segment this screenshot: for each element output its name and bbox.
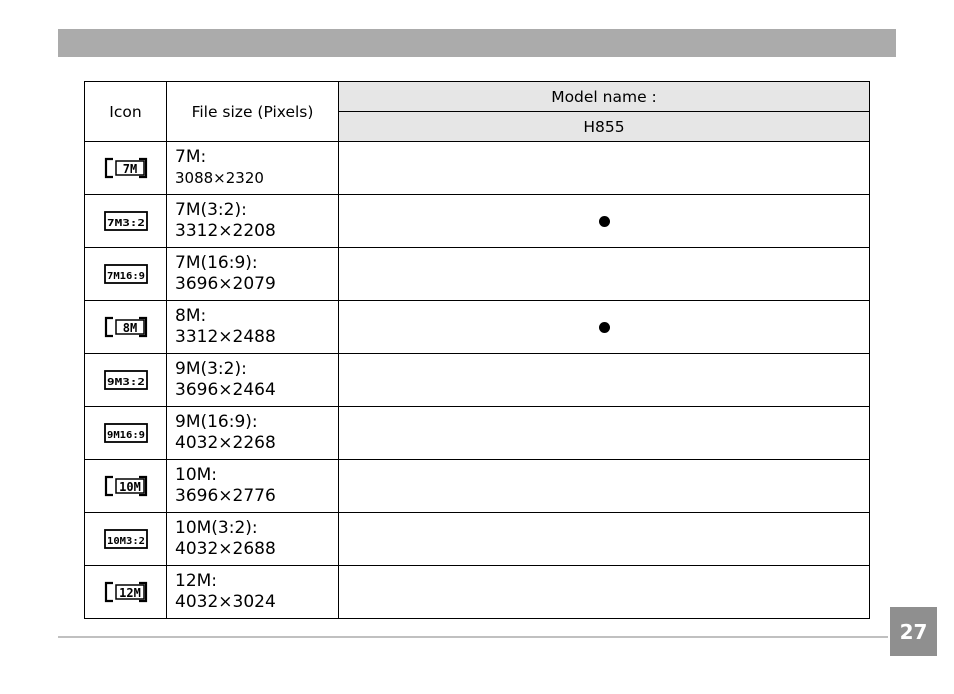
resolution-9m-3-2-icon	[103, 368, 149, 392]
model-support-cell	[339, 566, 870, 619]
icon-cell	[85, 301, 167, 354]
svg-text:8M: 8M	[122, 321, 137, 335]
resolution-10m-icon	[103, 474, 149, 498]
resolution-10m-3-2-icon	[103, 527, 149, 551]
svg-text:9M3:2: 9M3:2	[106, 377, 145, 388]
icon-cell	[85, 460, 167, 513]
resolution-7m-16-9-icon	[103, 262, 149, 286]
model-support-cell	[339, 460, 870, 513]
pixel-dimensions: 4032×2268	[175, 433, 276, 453]
resolution-label: 7M:	[175, 147, 207, 167]
icon-cell	[85, 407, 167, 460]
svg-text:9M16:9: 9M16:9	[106, 430, 145, 441]
table-row	[85, 354, 870, 407]
resolution-9m-16-9-icon	[103, 421, 149, 445]
pixel-dimensions: 4032×3024	[175, 592, 276, 612]
icon-cell	[85, 354, 167, 407]
svg-text:7M3:2: 7M3:2	[106, 218, 145, 229]
model-support-cell	[339, 513, 870, 566]
resolution-label: 7M(3:2):	[175, 200, 247, 220]
resolution-label: 12M:	[175, 571, 218, 591]
file-size-cell	[167, 566, 339, 619]
header-file-size: File size (Pixels)	[167, 82, 339, 142]
table-row	[85, 566, 870, 619]
pixel-dimensions: 3696×2776	[175, 486, 276, 506]
icon-cell	[85, 566, 167, 619]
file-size-cell	[167, 407, 339, 460]
table-row	[85, 301, 870, 354]
model-support-cell	[339, 248, 870, 301]
supported-dot-icon	[599, 216, 610, 227]
file-size-cell	[167, 248, 339, 301]
file-size-cell	[167, 195, 339, 248]
svg-text:12M: 12M	[118, 586, 141, 600]
model-support-cell	[339, 407, 870, 460]
header-model-name: Model name :	[339, 82, 870, 112]
resolution-label: 8M:	[175, 306, 207, 326]
model-support-cell	[339, 354, 870, 407]
table-row	[85, 513, 870, 566]
file-size-cell	[167, 354, 339, 407]
svg-text:10M3:2: 10M3:2	[106, 536, 145, 547]
resolution-label: 7M(16:9):	[175, 253, 258, 273]
resolution-label: 9M(3:2):	[175, 359, 247, 379]
top-banner	[58, 29, 896, 57]
svg-text:7M16:9: 7M16:9	[106, 271, 145, 282]
resolution-table	[84, 81, 870, 619]
icon-cell	[85, 142, 167, 195]
icon-cell	[85, 513, 167, 566]
file-size-cell	[167, 301, 339, 354]
file-size-cell	[167, 513, 339, 566]
resolution-label: 10M:	[175, 465, 218, 485]
resolution-12m-icon	[103, 580, 149, 604]
resolution-label: 10M(3:2):	[175, 518, 258, 538]
model-support-cell	[339, 142, 870, 195]
header-icon: Icon	[85, 82, 167, 142]
table-row	[85, 248, 870, 301]
resolution-7m-icon	[103, 156, 149, 180]
header-model: H855	[339, 112, 870, 142]
pixel-dimensions: 4032×2688	[175, 539, 276, 559]
resolution-label: 9M(16:9):	[175, 412, 258, 432]
page-number: 27	[890, 607, 937, 656]
resolution-8m-icon	[103, 315, 149, 339]
svg-text:10M: 10M	[118, 480, 141, 494]
model-support-cell	[339, 195, 870, 248]
pixel-dimensions: 3312×2208	[175, 221, 276, 241]
footer-rule	[58, 636, 888, 638]
resolution-7m-3-2-icon	[103, 209, 149, 233]
table-row	[85, 195, 870, 248]
file-size-cell	[167, 460, 339, 513]
svg-text:7M: 7M	[122, 162, 137, 176]
table-row	[85, 142, 870, 195]
pixel-dimensions: 3696×2079	[175, 274, 276, 294]
icon-cell	[85, 248, 167, 301]
table-row	[85, 407, 870, 460]
pixel-dimensions: 3696×2464	[175, 380, 276, 400]
file-size-cell	[167, 142, 339, 195]
pixel-dimensions: 3312×2488	[175, 327, 276, 347]
table-row	[85, 460, 870, 513]
model-support-cell	[339, 301, 870, 354]
supported-dot-icon	[599, 322, 610, 333]
icon-cell	[85, 195, 167, 248]
pixel-dimensions: 3088×2320	[175, 169, 264, 187]
